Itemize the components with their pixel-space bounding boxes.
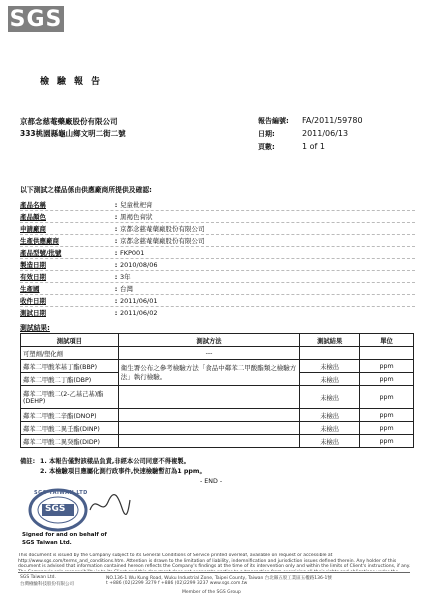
test-result: 未檢出 — [300, 386, 360, 409]
test-unit: ppm — [360, 435, 414, 448]
intro-text: 以下測試之樣品係由供應廠商所提供及確認: — [20, 186, 152, 194]
test-item: 鄰苯二甲酸苯基丁酯(BBP) — [21, 360, 119, 373]
field-label: 產品名稱 — [20, 201, 46, 209]
company-address: 333桃園縣龜山鄉文明二街二號 — [20, 129, 126, 138]
test-item: 鄰苯二甲酸二異壬酯(DINP) — [21, 422, 119, 435]
col-header-item: 測試項目 — [21, 334, 119, 347]
test-unit: ppm — [360, 422, 414, 435]
test-item: 鄰苯二甲酸二辛酯(DNOP) — [21, 409, 119, 422]
pages-value: 1 of 1 — [302, 142, 325, 151]
seal-ring-text: SGS TAIWAN LTD — [34, 490, 88, 496]
test-result: 未檢出 — [300, 422, 360, 435]
note-2: 2. 本檢驗項目應屬化測行政事件,快速檢驗暫訂為1 ppm。 — [40, 468, 206, 475]
plasticizer-category: 可塑劑/塑化劑 — [21, 347, 119, 360]
field-label: 產品顏色 — [20, 213, 46, 221]
field-label: 收件日期 — [20, 297, 46, 305]
field-row: 收件日期 : 2011/06/01 — [20, 295, 415, 306]
pages-row — [258, 142, 325, 152]
report-number-row — [258, 116, 363, 126]
field-row: 申請廠商 : 京都念慈菴藥廠股份有限公司 — [20, 223, 415, 234]
company-name: 京都念慈菴藥廠股份有限公司 — [20, 117, 118, 126]
results-table — [20, 333, 414, 448]
field-label: 有效日期 — [20, 273, 46, 281]
test-item: 鄰苯二甲酸二丁酯(DBP) — [21, 373, 119, 386]
seal-logo-text: SGS — [45, 504, 66, 514]
table-header-row — [21, 334, 414, 347]
table-row — [21, 435, 414, 448]
field-row: 有效日期 : 3年 — [20, 271, 415, 282]
field-label: 生產供應廠商 — [20, 237, 59, 245]
report-date-row — [258, 129, 348, 139]
note-1: 1. 本報告僅對該樣品負責,非經本公司同意不得複製。 — [40, 458, 190, 465]
test-unit: ppm — [360, 386, 414, 409]
handwritten-signature-icon — [88, 492, 132, 518]
pages-label: 頁數: — [258, 143, 275, 151]
footer-entity: SGS Taiwan Ltd. — [20, 575, 56, 580]
field-label: 產品型號/批號 — [20, 249, 62, 257]
field-value: 2011/06/01 — [120, 296, 158, 305]
test-unit: ppm — [360, 373, 414, 386]
field-value: 2011/06/02 — [120, 308, 158, 317]
field-label: 申請廠商 — [20, 225, 46, 233]
test-unit: ppm — [360, 409, 414, 422]
field-label: 測試日期 — [20, 309, 46, 317]
report-date-label: 日期: — [258, 130, 275, 138]
table-row — [21, 422, 414, 435]
field-value: 兒童枇杷膏 — [120, 201, 153, 209]
test-unit: ppm — [360, 360, 414, 373]
field-value: 台灣 — [120, 285, 133, 293]
footer-member: Member of the SGS Group — [182, 590, 241, 595]
test-result: 未檢出 — [300, 373, 360, 386]
report-title: 檢驗報告 — [40, 77, 109, 87]
field-row: 生產國 : 台灣 — [20, 283, 415, 294]
test-item: 鄰苯二甲酸二(2-乙基己基)酯(DEHP) — [21, 386, 119, 409]
field-row: 製造日期 : 2010/08/06 — [20, 259, 415, 270]
sgs-logo: SGS — [9, 6, 63, 32]
report-date: 2011/06/13 — [302, 129, 349, 138]
field-value: 2010/08/06 — [120, 260, 158, 269]
field-row: 產品名稱 : 兒童枇杷膏 — [20, 199, 415, 210]
end-marker: - END - — [200, 478, 223, 485]
col-header-result: 測試結果 — [300, 334, 360, 347]
footer-entity-zh: 台灣檢驗科技股份有限公司 — [20, 582, 74, 587]
test-result: 未檢出 — [300, 435, 360, 448]
results-section-label: 測試結果: — [20, 324, 50, 332]
footer-address: NO.136-1 Wu Kung Road, Wuku Industrial Zone, Taipei County, Taiwan 台北縣五股工業區五權路136-1號 — [106, 576, 332, 581]
field-row: 產品型號/批號 : FKP001 — [20, 247, 415, 258]
notes-label: 備註: — [20, 458, 36, 465]
field-value: 京都念慈菴藥廠股份有限公司 — [120, 237, 205, 245]
field-value: 京都念慈菴藥廠股份有限公司 — [120, 225, 205, 233]
legal-disclaimer: This document is issued by the Company subject to its General Conditions of Service printed overleaf, available on request or accessible at http://www.sgs.com/terms_and_conditions.htm. Attention is drawn to the limitation of liability, indemnification and jurisdiction issues defined therein. Any holder of this document is advised that information contained hereon reflects the Company's findings at the time of its intervention only and within the limits of Client's instructions, if any. — [18, 553, 411, 569]
report-number: FA/2011/59780 — [302, 116, 363, 125]
field-value: 黑褐色膏狀 — [120, 213, 153, 221]
field-value: 3年 — [120, 273, 131, 281]
test-result: 未檢出 — [300, 360, 360, 373]
table-row: 可塑劑/塑化劑 --- — [21, 347, 414, 360]
table-row — [21, 360, 414, 373]
table-row — [21, 409, 414, 422]
field-row: 產品顏色 : 黑褐色膏狀 — [20, 211, 415, 222]
report-number-label: 報告編號: — [258, 117, 289, 125]
footer-divider — [18, 572, 410, 573]
footer-phone: t +886 (02)2299 3279 f +886 (02)2299 3237 www.sgs.com.tw — [106, 581, 248, 586]
field-label: 生產國 — [20, 285, 40, 293]
test-item: 鄰苯二甲酸二異癸酯(DIDP) — [21, 435, 119, 448]
field-label: 製造日期 — [20, 261, 46, 269]
col-header-method: 測試方法 — [118, 334, 299, 347]
test-result: 未檢出 — [300, 409, 360, 422]
field-row: 生產供應廠商 : 京都念慈菴藥廠股份有限公司 — [20, 235, 415, 246]
test-method: 衛生署公布之參考檢驗方法「食品中鄰苯二甲酸酯類之檢驗方法」執行檢驗。 — [118, 360, 299, 386]
signature-company: SGS Taiwan Ltd. — [22, 540, 72, 546]
field-row: 測試日期 : 2011/06/02 — [20, 307, 415, 318]
signature-caption: Signed for and on behalf of — [22, 532, 107, 538]
field-value: FKP001 — [120, 248, 145, 257]
col-header-unit: 單位 — [360, 334, 414, 347]
table-row — [21, 386, 414, 409]
